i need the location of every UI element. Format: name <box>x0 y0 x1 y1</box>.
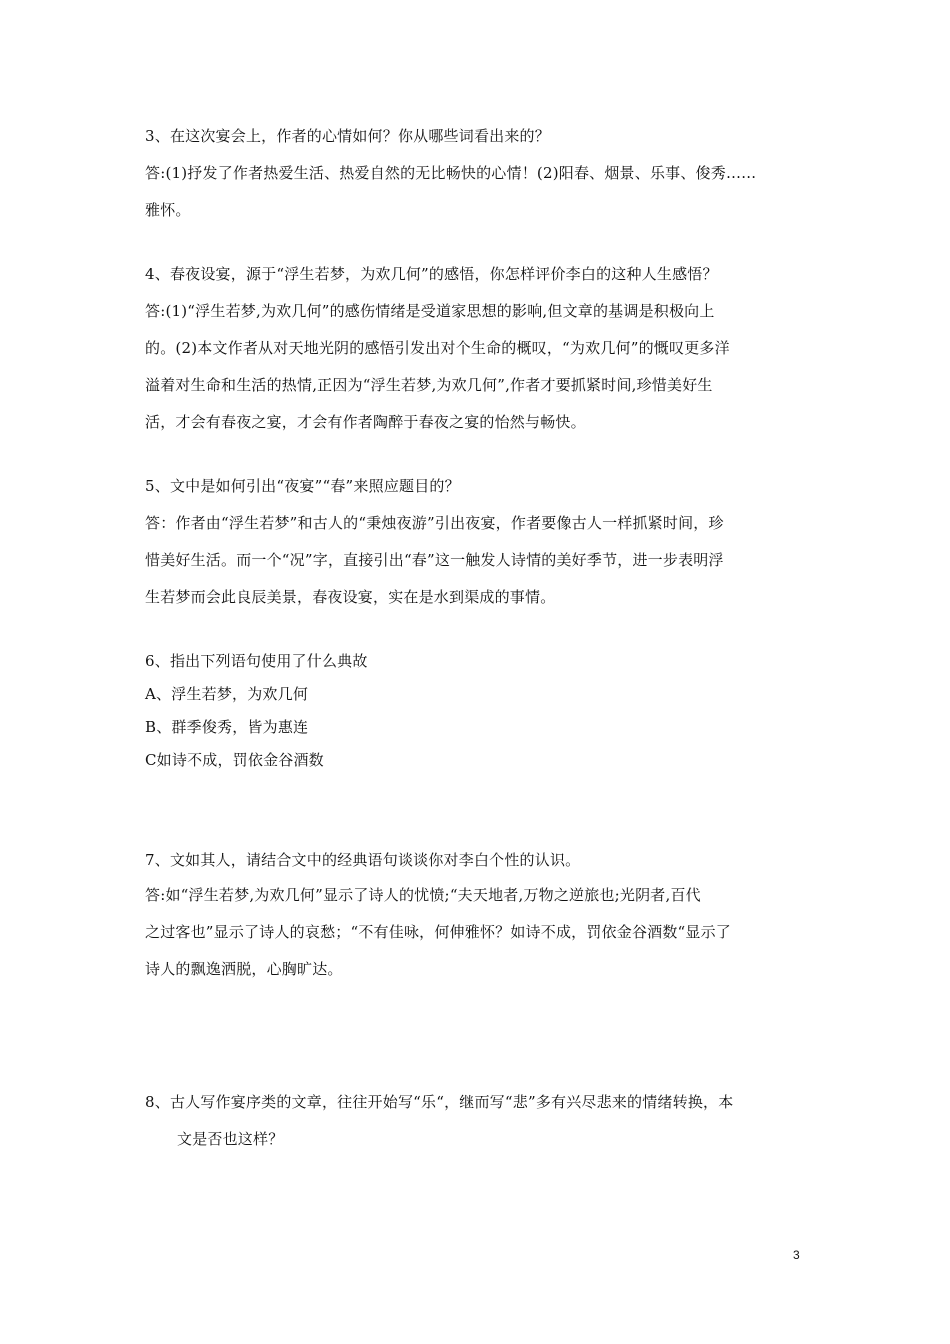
answer-7-line3: 诗人的飘逸洒脱，心胸旷达。 <box>145 960 343 978</box>
answer-7-line2: 之过客也”显示了诗人的哀愁；“不有佳咏，何伸雅怀？如诗不成，罚依金谷酒数“显示了 <box>145 923 732 941</box>
answer-7-line1: 答:如“浮生若梦,为欢几何”显示了诗人的忧愤;“夫天地者,万物之逆旅也;光阴者,百代 <box>145 886 701 904</box>
question-8-line2: 文是否也这样？ <box>177 1130 284 1148</box>
question-3: 3、在这次宴会上，作者的心情如何？你从哪些词看出来的？ <box>145 127 550 145</box>
answer-3-line2: 雅怀。 <box>145 201 191 219</box>
answer-4-line4: 活，才会有春夜之宴，才会有作者陶醉于春夜之宴的怡然与畅快。 <box>145 413 586 431</box>
answer-4-line1: 答:(1)“浮生若梦,为欢几何”的感伤情绪是受道家思想的影响,但文章的基调是积极向上 <box>145 302 715 320</box>
answer-4-line3: 溢着对生命和生活的热情,正因为“浮生若梦,为欢几何”,作者才要抓紧时间,珍惜美好生 <box>145 376 713 394</box>
question-8-line1: 8、古人写作宴序类的文章，往往开始写“乐“，继而写“悲”多有兴尽悲来的情绪转换，本 <box>145 1093 734 1111</box>
answer-5-line2: 惜美好生活。而一个“况”字，直接引出“春”这一触发人诗情的美好季节，进一步表明浮 <box>145 551 724 569</box>
answer-3-line1: 答:(1)抒发了作者热爱生活、热爱自然的无比畅快的心情！(2)阳春、烟景、乐事、俊秀…… <box>145 164 757 182</box>
question-6-item-c: C如诗不成，罚依金谷酒数 <box>145 751 324 769</box>
question-6: 6、指出下列语句使用了什么典故 <box>145 652 368 670</box>
answer-5-line3: 生若梦而会此良辰美景，春夜设宴，实在是水到渠成的事情。 <box>145 588 556 606</box>
answer-5-line1: 答：作者由“浮生若梦”和古人的“秉烛夜游”引出夜宴，作者要像古人一样抓紧时间，珍 <box>145 514 724 532</box>
question-4: 4、春夜设宴，源于“浮生若梦，为欢几何”的感悟，你怎样评价李白的这种人生感悟？ <box>145 265 718 283</box>
answer-4-line2: 的。(2)本文作者从对天地光阴的感悟引发出对个生命的概叹，“为欢几何”的慨叹更多洋 <box>145 339 730 357</box>
question-5: 5、文中是如何引出“夜宴”“春”来照应题目的？ <box>145 477 460 495</box>
question-6-item-a: A、浮生若梦，为欢几何 <box>145 685 309 703</box>
page-number: 3 <box>793 1248 800 1262</box>
question-6-item-b: B、群季俊秀，皆为惠连 <box>145 718 309 736</box>
question-7: 7、文如其人，请结合文中的经典语句谈谈你对李白个性的认识。 <box>145 851 581 869</box>
